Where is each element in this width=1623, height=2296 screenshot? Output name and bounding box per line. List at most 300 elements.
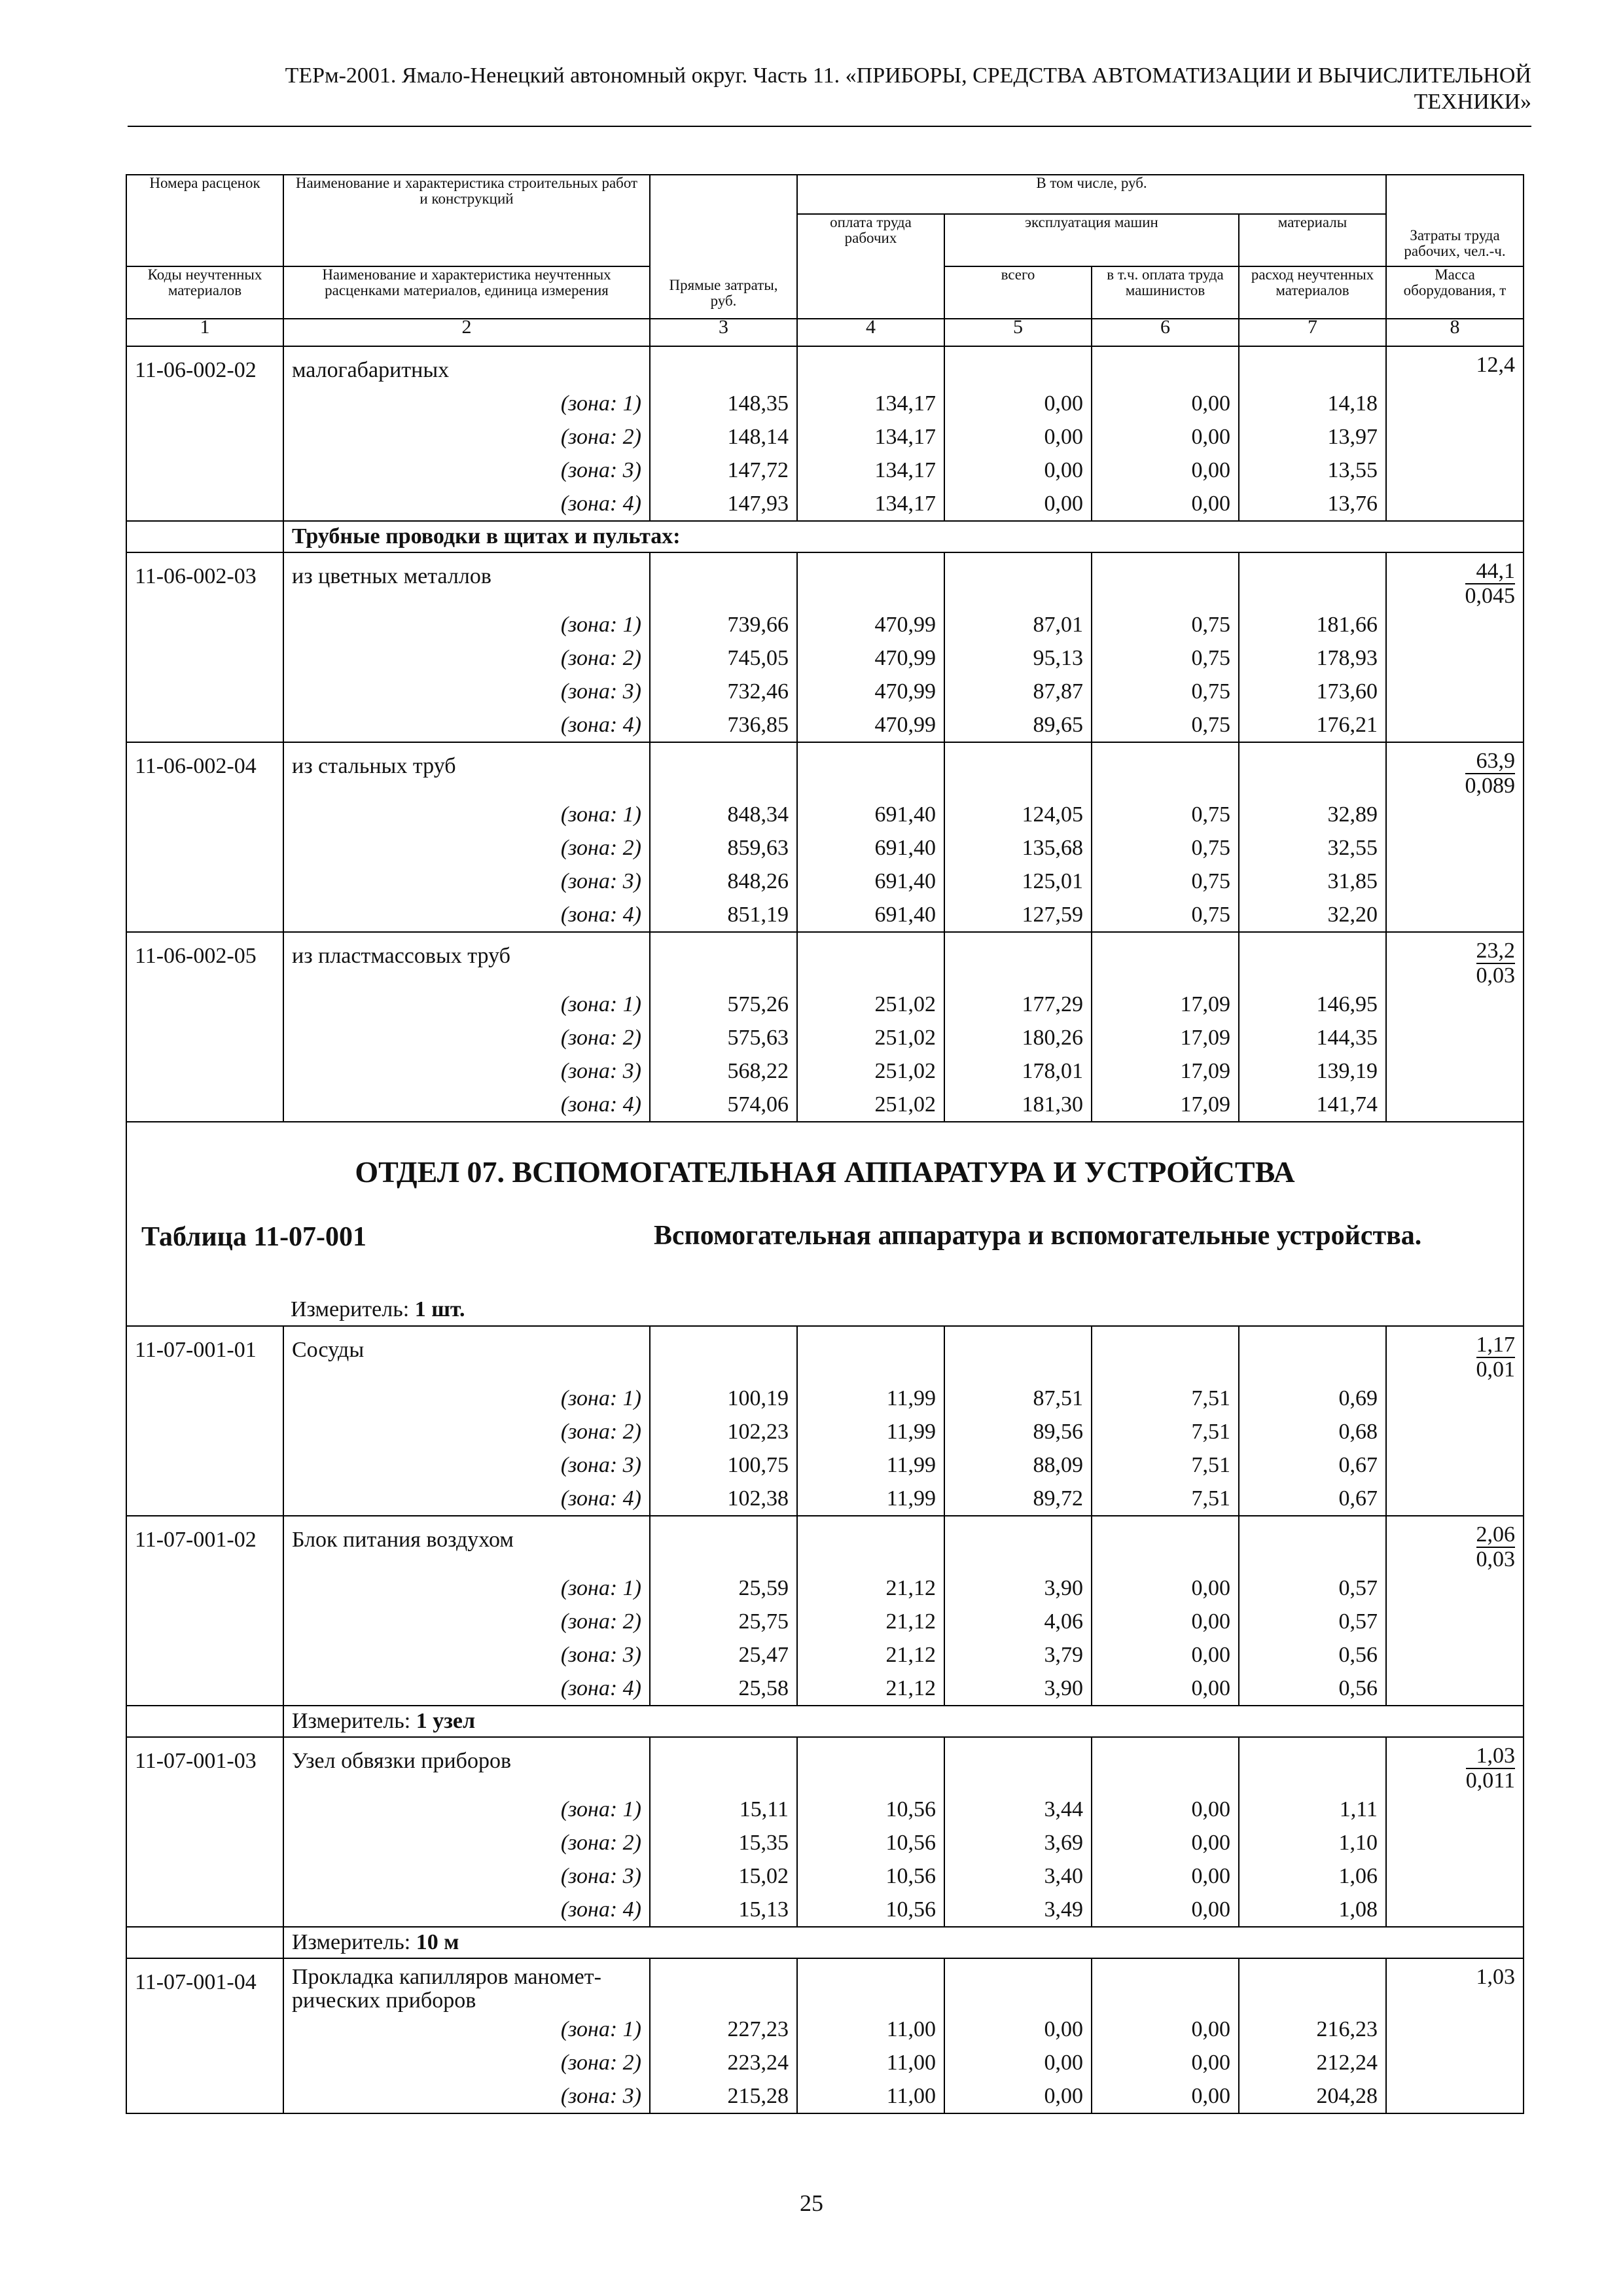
value-c3: 100,75 xyxy=(650,1448,797,1482)
labor-mass-fraction xyxy=(1465,749,1516,798)
value-c7: 176,21 xyxy=(1239,708,1386,742)
value-c4: 134,17 xyxy=(797,487,944,521)
rate-row xyxy=(126,1958,1524,2013)
zone-row xyxy=(126,454,1524,487)
empty-cell xyxy=(1386,1382,1524,1415)
value-c7: 13,97 xyxy=(1239,420,1386,454)
zone-row xyxy=(126,865,1524,898)
value-c5: 127,59 xyxy=(944,898,1092,932)
empty-cell xyxy=(1386,865,1524,898)
labor-cost: 44,1 xyxy=(1465,560,1516,584)
labor-cost: 1,03 xyxy=(1466,1744,1515,1769)
empty-cell xyxy=(126,1826,283,1859)
value-c5: 95,13 xyxy=(944,641,1092,675)
rate-code: 11-07-001-02 xyxy=(126,1516,283,1571)
empty-cell xyxy=(126,1054,283,1088)
zone-label: (зона: 4) xyxy=(283,1088,650,1122)
col2-head-top: Наименование и характеристика строительных работ и конструкций xyxy=(283,175,650,266)
rate-name: из цветных металлов xyxy=(283,552,650,608)
value-c6: 0,75 xyxy=(1092,798,1239,831)
header-line-1: ТЕРм-2001. Ямало-Ненецкий автономный округ. Часть 11. «ПРИБОРЫ, СРЕДСТВА АВТОМАТИЗАЦИИ И ВЫЧИСЛИТЕЛЬНОЙ xyxy=(285,63,1531,88)
zone-row xyxy=(126,641,1524,675)
section-block xyxy=(126,1122,1524,1326)
price-table xyxy=(126,174,1524,2114)
rate-name xyxy=(283,1958,650,2013)
zone-label: (зона: 2) xyxy=(283,641,650,675)
zone-label: (зона: 1) xyxy=(283,387,650,420)
equipment-mass: 0,089 xyxy=(1465,774,1516,798)
page-number: 25 xyxy=(800,2190,823,2216)
empty-cell xyxy=(126,675,283,708)
empty-cell xyxy=(1386,420,1524,454)
value-c3: 25,59 xyxy=(650,1571,797,1605)
value-c7: 0,56 xyxy=(1239,1672,1386,1706)
zone-row xyxy=(126,675,1524,708)
empty-cell xyxy=(1092,932,1239,988)
value-c3: 575,26 xyxy=(650,988,797,1021)
empty-cell xyxy=(650,1737,797,1793)
empty-cell xyxy=(944,1516,1092,1571)
rate-name: из стальных труб xyxy=(283,742,650,798)
value-c7: 173,60 xyxy=(1239,675,1386,708)
included-head: В том числе, руб. xyxy=(797,175,1386,214)
zone-label: (зона: 3) xyxy=(283,675,650,708)
zone-row xyxy=(126,1415,1524,1448)
empty-cell xyxy=(1239,1516,1386,1571)
empty-cell xyxy=(1386,2046,1524,2079)
col2-head-bot: Наименование и характеристика неучтенных расценками материалов, единица измерения xyxy=(283,266,650,319)
empty-cell xyxy=(1092,346,1239,387)
value-c7: 0,67 xyxy=(1239,1482,1386,1516)
rate-row xyxy=(126,742,1524,798)
value-c4: 10,56 xyxy=(797,1826,944,1859)
value-c3: 102,23 xyxy=(650,1415,797,1448)
zone-label: (зона: 3) xyxy=(283,1638,650,1672)
col-number: 8 xyxy=(1386,319,1524,346)
empty-cell xyxy=(1386,1571,1524,1605)
value-c6: 0,00 xyxy=(1092,1605,1239,1638)
labor-mass-fraction xyxy=(1466,1744,1515,1793)
empty-cell xyxy=(1386,454,1524,487)
empty-cell xyxy=(797,1516,944,1571)
empty-cell xyxy=(797,742,944,798)
value-c3: 25,75 xyxy=(650,1605,797,1638)
equipment-mass: 0,03 xyxy=(1476,963,1516,988)
measure-value: 10 м xyxy=(416,1930,459,1954)
col3-head: Прямые затраты, руб. xyxy=(650,175,797,319)
value-c5: 4,06 xyxy=(944,1605,1092,1638)
value-c7: 13,76 xyxy=(1239,487,1386,521)
value-c5: 3,90 xyxy=(944,1571,1092,1605)
zone-label: (зона: 1) xyxy=(283,2013,650,2046)
value-c3: 739,66 xyxy=(650,608,797,641)
zone-row xyxy=(126,831,1524,865)
value-c5: 0,00 xyxy=(944,420,1092,454)
empty-cell xyxy=(1386,1672,1524,1706)
value-c7: 216,23 xyxy=(1239,2013,1386,2046)
empty-cell xyxy=(126,865,283,898)
value-c6: 0,75 xyxy=(1092,898,1239,932)
value-c7: 0,69 xyxy=(1239,1382,1386,1415)
value-c7: 0,68 xyxy=(1239,1415,1386,1448)
measure xyxy=(283,1927,1524,1958)
zone-label: (зона: 2) xyxy=(283,1605,650,1638)
rate-code: 11-07-001-04 xyxy=(126,1958,283,2013)
value-c5: 87,51 xyxy=(944,1382,1092,1415)
empty-cell xyxy=(1386,708,1524,742)
empty-cell xyxy=(650,742,797,798)
zone-label: (зона: 4) xyxy=(283,1893,650,1927)
rate-name: из пластмассовых труб xyxy=(283,932,650,988)
value-c7: 212,24 xyxy=(1239,2046,1386,2079)
subheading: Трубные проводки в щитах и пультах: xyxy=(283,521,1524,552)
zone-row xyxy=(126,2079,1524,2113)
empty-cell xyxy=(1386,1088,1524,1122)
zone-row xyxy=(126,420,1524,454)
value-c5: 3,49 xyxy=(944,1893,1092,1927)
rate-row xyxy=(126,932,1524,988)
value-c4: 134,17 xyxy=(797,454,944,487)
col8-head-bot: Масса оборудования, т xyxy=(1386,266,1524,319)
value-c5: 3,44 xyxy=(944,1793,1092,1826)
measure xyxy=(283,1706,1524,1737)
zone-row xyxy=(126,1605,1524,1638)
value-c5: 0,00 xyxy=(944,454,1092,487)
col1-head-top: Номера расценок xyxy=(126,175,283,266)
value-c5: 178,01 xyxy=(944,1054,1092,1088)
table-id: Таблица 11-07-001 xyxy=(141,1222,367,1252)
value-c4: 11,00 xyxy=(797,2046,944,2079)
value-c3: 102,38 xyxy=(650,1482,797,1516)
empty-cell xyxy=(126,608,283,641)
zone-label: (зона: 1) xyxy=(283,1793,650,1826)
value-c4: 251,02 xyxy=(797,988,944,1021)
value-c3: 100,19 xyxy=(650,1382,797,1415)
empty-cell xyxy=(126,1605,283,1638)
rate-row xyxy=(126,1516,1524,1571)
equipment-mass: 0,03 xyxy=(1476,1547,1516,1571)
value-c3: 732,46 xyxy=(650,675,797,708)
empty-cell xyxy=(126,641,283,675)
header-rule xyxy=(128,126,1531,127)
empty-cell xyxy=(126,1021,283,1054)
rate-code: 11-06-002-03 xyxy=(126,552,283,608)
zone-label: (зона: 2) xyxy=(283,1826,650,1859)
value-c5: 0,00 xyxy=(944,387,1092,420)
value-c4: 470,99 xyxy=(797,641,944,675)
empty-cell xyxy=(944,1737,1092,1793)
value-c4: 11,99 xyxy=(797,1415,944,1448)
zone-label: (зона: 2) xyxy=(283,2046,650,2079)
empty-cell xyxy=(1386,1826,1524,1859)
zone-row xyxy=(126,608,1524,641)
zone-label: (зона: 1) xyxy=(283,1571,650,1605)
value-c6: 17,09 xyxy=(1092,1088,1239,1122)
table-body xyxy=(126,346,1524,2113)
empty-cell xyxy=(1386,2079,1524,2113)
rate-code: 11-06-002-05 xyxy=(126,932,283,988)
rate-name: Сосуды xyxy=(283,1326,650,1382)
empty-cell xyxy=(126,454,283,487)
col8-head-top: Затраты труда рабочих, чел.-ч. xyxy=(1386,175,1524,266)
empty-cell xyxy=(126,2079,283,2113)
empty-cell xyxy=(1386,387,1524,420)
empty-cell xyxy=(1386,675,1524,708)
value-c5: 0,00 xyxy=(944,2013,1092,2046)
zone-row xyxy=(126,988,1524,1021)
value-c6: 17,09 xyxy=(1092,1021,1239,1054)
zone-label: (зона: 3) xyxy=(283,865,650,898)
rate-name: малогабаритных xyxy=(283,346,650,387)
value-c3: 848,34 xyxy=(650,798,797,831)
empty-cell xyxy=(126,1415,283,1448)
value-c3: 568,22 xyxy=(650,1054,797,1088)
value-c3: 848,26 xyxy=(650,865,797,898)
value-c4: 470,99 xyxy=(797,708,944,742)
col-number: 3 xyxy=(650,319,797,346)
labor-cell xyxy=(1386,932,1524,988)
labor-cell: 1,03 xyxy=(1386,1958,1524,2013)
value-c4: 11,99 xyxy=(797,1382,944,1415)
value-c5: 177,29 xyxy=(944,988,1092,1021)
value-c5: 89,65 xyxy=(944,708,1092,742)
value-c6: 17,09 xyxy=(1092,988,1239,1021)
empty-cell xyxy=(126,387,283,420)
value-c5: 3,90 xyxy=(944,1672,1092,1706)
zone-label: (зона: 2) xyxy=(283,420,650,454)
value-c7: 32,55 xyxy=(1239,831,1386,865)
empty-cell xyxy=(126,1706,283,1737)
empty-cell xyxy=(1092,742,1239,798)
empty-cell xyxy=(1092,1516,1239,1571)
value-c7: 32,89 xyxy=(1239,798,1386,831)
col-number: 5 xyxy=(944,319,1092,346)
value-c6: 0,00 xyxy=(1092,1793,1239,1826)
col-number: 2 xyxy=(283,319,650,346)
value-c3: 15,35 xyxy=(650,1826,797,1859)
rate-code: 11-07-001-01 xyxy=(126,1326,283,1382)
empty-cell xyxy=(1239,346,1386,387)
empty-cell xyxy=(797,1326,944,1382)
rate-code: 11-06-002-04 xyxy=(126,742,283,798)
value-c6: 0,00 xyxy=(1092,487,1239,521)
value-c3: 25,58 xyxy=(650,1672,797,1706)
labor-cost: 23,2 xyxy=(1476,939,1516,963)
empty-cell xyxy=(126,708,283,742)
value-c4: 10,56 xyxy=(797,1893,944,1927)
zone-row xyxy=(126,387,1524,420)
value-c4: 21,12 xyxy=(797,1571,944,1605)
value-c5: 124,05 xyxy=(944,798,1092,831)
value-c5: 181,30 xyxy=(944,1088,1092,1122)
value-c3: 223,24 xyxy=(650,2046,797,2079)
value-c6: 0,00 xyxy=(1092,387,1239,420)
col1-head-bot: Коды неучтенных материалов xyxy=(126,266,283,319)
zone-label: (зона: 4) xyxy=(283,487,650,521)
equipment-mass: 0,045 xyxy=(1465,584,1516,608)
zone-row xyxy=(126,1382,1524,1415)
empty-cell xyxy=(126,1893,283,1927)
zone-label: (зона: 2) xyxy=(283,1415,650,1448)
value-c6: 0,00 xyxy=(1092,2079,1239,2113)
value-c4: 691,40 xyxy=(797,831,944,865)
empty-cell xyxy=(126,1571,283,1605)
empty-cell xyxy=(1239,1958,1386,2013)
value-c4: 134,17 xyxy=(797,420,944,454)
value-c5: 125,01 xyxy=(944,865,1092,898)
value-c3: 15,02 xyxy=(650,1859,797,1893)
value-c3: 574,06 xyxy=(650,1088,797,1122)
value-c6: 7,51 xyxy=(1092,1482,1239,1516)
empty-cell xyxy=(1092,1326,1239,1382)
zone-label: (зона: 3) xyxy=(283,1054,650,1088)
value-c6: 0,00 xyxy=(1092,1672,1239,1706)
empty-cell xyxy=(126,1382,283,1415)
empty-cell xyxy=(1386,1054,1524,1088)
empty-cell xyxy=(944,742,1092,798)
measure-label: Измеритель: xyxy=(291,1297,410,1321)
value-c3: 215,28 xyxy=(650,2079,797,2113)
zone-row xyxy=(126,1054,1524,1088)
value-c7: 181,66 xyxy=(1239,608,1386,641)
value-c7: 0,57 xyxy=(1239,1571,1386,1605)
value-c6: 0,00 xyxy=(1092,1893,1239,1927)
zone-row xyxy=(126,2013,1524,2046)
col-number: 4 xyxy=(797,319,944,346)
value-c5: 180,26 xyxy=(944,1021,1092,1054)
empty-cell xyxy=(650,1958,797,2013)
zone-label: (зона: 3) xyxy=(283,1448,650,1482)
value-c6: 7,51 xyxy=(1092,1415,1239,1448)
empty-cell xyxy=(944,346,1092,387)
value-c4: 11,00 xyxy=(797,2013,944,2046)
empty-cell xyxy=(126,521,283,552)
empty-cell xyxy=(1386,1482,1524,1516)
value-c6: 0,75 xyxy=(1092,865,1239,898)
rate-row xyxy=(126,1326,1524,1382)
running-header xyxy=(128,63,1531,115)
rate-code: 11-06-002-02 xyxy=(126,346,283,387)
value-c4: 10,56 xyxy=(797,1859,944,1893)
empty-cell xyxy=(797,346,944,387)
equipment-mass: 0,01 xyxy=(1476,1357,1516,1382)
measure-value: 1 узел xyxy=(416,1709,476,1733)
zone-row xyxy=(126,1893,1524,1927)
value-c5: 89,56 xyxy=(944,1415,1092,1448)
materials-head: материалы xyxy=(1239,214,1386,266)
empty-cell xyxy=(1239,1737,1386,1793)
rate-name: Блок питания воздухом xyxy=(283,1516,650,1571)
empty-cell xyxy=(126,831,283,865)
equipment-mass: 0,011 xyxy=(1465,1768,1516,1793)
value-c7: 31,85 xyxy=(1239,865,1386,898)
empty-cell xyxy=(1386,1415,1524,1448)
empty-cell xyxy=(1386,1448,1524,1482)
labor-mass-fraction xyxy=(1476,1523,1516,1571)
value-c4: 21,12 xyxy=(797,1638,944,1672)
value-c5: 87,87 xyxy=(944,675,1092,708)
labor-mass-fraction xyxy=(1465,560,1516,608)
labor-cell xyxy=(1386,552,1524,608)
empty-cell xyxy=(126,2013,283,2046)
empty-cell xyxy=(126,898,283,932)
col4-head: оплата труда рабочих xyxy=(797,214,944,319)
subheading-row xyxy=(126,521,1524,552)
empty-cell xyxy=(944,1326,1092,1382)
rate-name: Узел обвязки приборов xyxy=(283,1737,650,1793)
value-c3: 147,93 xyxy=(650,487,797,521)
empty-cell xyxy=(126,487,283,521)
empty-cell xyxy=(126,420,283,454)
labor-cell xyxy=(1386,1737,1524,1793)
zone-row xyxy=(126,1021,1524,1054)
value-c4: 251,02 xyxy=(797,1054,944,1088)
zone-label: (зона: 4) xyxy=(283,708,650,742)
section-row xyxy=(126,1122,1524,1326)
value-c7: 1,11 xyxy=(1239,1793,1386,1826)
value-c4: 470,99 xyxy=(797,675,944,708)
empty-cell xyxy=(944,552,1092,608)
value-c4: 251,02 xyxy=(797,1021,944,1054)
zone-label: (зона: 4) xyxy=(283,898,650,932)
zone-label: (зона: 1) xyxy=(283,608,650,641)
value-c4: 691,40 xyxy=(797,798,944,831)
value-c3: 575,63 xyxy=(650,1021,797,1054)
value-c7: 144,35 xyxy=(1239,1021,1386,1054)
zone-label: (зона: 2) xyxy=(283,831,650,865)
table-header xyxy=(126,175,1524,346)
value-c3: 227,23 xyxy=(650,2013,797,2046)
value-c6: 0,75 xyxy=(1092,708,1239,742)
measure-label: Измеритель: xyxy=(292,1709,411,1733)
empty-cell xyxy=(650,1516,797,1571)
value-c4: 11,00 xyxy=(797,2079,944,2113)
empty-cell xyxy=(1386,1859,1524,1893)
zone-row xyxy=(126,798,1524,831)
rate-name-line: Прокладка капилляров маномет- xyxy=(292,1965,601,1989)
value-c6: 0,00 xyxy=(1092,454,1239,487)
value-c4: 691,40 xyxy=(797,865,944,898)
empty-cell xyxy=(944,932,1092,988)
empty-cell xyxy=(797,932,944,988)
value-c7: 1,06 xyxy=(1239,1859,1386,1893)
table-title: Вспомогательная аппаратура и вспомогательные устройства. xyxy=(654,1221,1422,1251)
measure xyxy=(291,1293,465,1326)
labor-mass-fraction xyxy=(1476,939,1516,988)
value-c3: 15,13 xyxy=(650,1893,797,1927)
labor-cost: 2,06 xyxy=(1476,1522,1516,1547)
empty-cell xyxy=(1386,1605,1524,1638)
rate-row xyxy=(126,346,1524,387)
value-c4: 21,12 xyxy=(797,1605,944,1638)
value-c5: 135,68 xyxy=(944,831,1092,865)
col-number: 1 xyxy=(126,319,283,346)
value-c6: 0,00 xyxy=(1092,2046,1239,2079)
labor-mass-fraction xyxy=(1476,1333,1516,1382)
empty-cell xyxy=(1386,898,1524,932)
value-c7: 1,10 xyxy=(1239,1826,1386,1859)
value-c5: 0,00 xyxy=(944,2079,1092,2113)
value-c7: 0,67 xyxy=(1239,1448,1386,1482)
empty-cell xyxy=(126,1793,283,1826)
labor-cost: 1,17 xyxy=(1476,1333,1516,1357)
labor-cell: 12,4 xyxy=(1386,346,1524,387)
zone-label: (зона: 3) xyxy=(283,454,650,487)
empty-cell xyxy=(126,988,283,1021)
value-c5: 3,40 xyxy=(944,1859,1092,1893)
zone-row xyxy=(126,487,1524,521)
col7-head: расход неучтенных материалов xyxy=(1239,266,1386,319)
